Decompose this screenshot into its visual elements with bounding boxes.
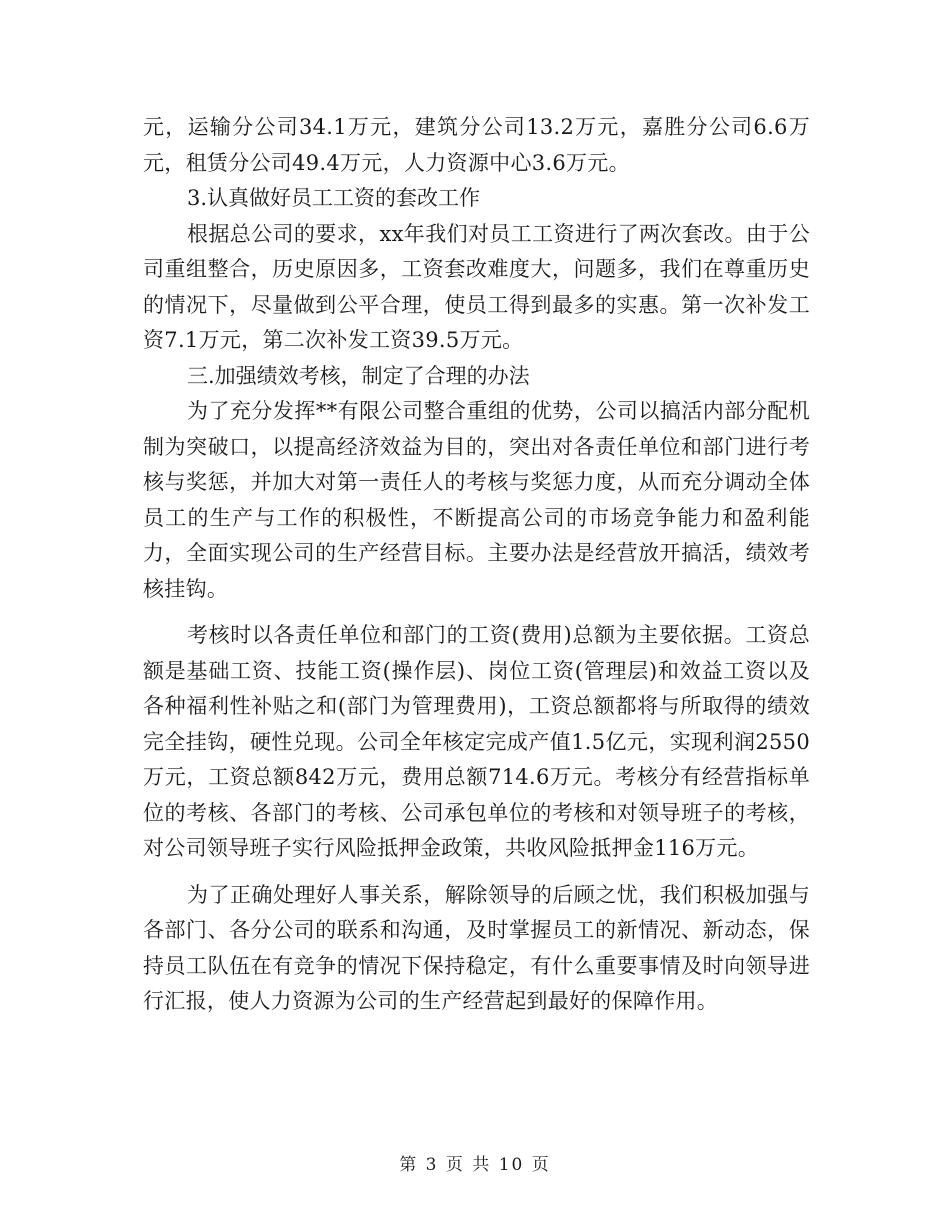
paragraph-continuation: 元，运输分公司34.1万元，建筑分公司13.2万元，嘉胜分公司6.6万元，租赁分公司49.4万元，人力资源中心3.6万元。 — [143, 115, 810, 175]
paragraph-assessment-basis: 考核时以各责任单位和部门的工资(费用)总额为主要依据。工资总额是基础工资、技能工资(操作层)、岗位工资(管理层)和效益工资以及各种福利性补贴之和(部门为管理费用)，工资总额都将与所取得的绩效完全挂钩，硬性兑现。公司全年核定完成产值1.5亿元，实现利润2550万元，工资总额842万元，费用总额714.6万元。考核分有经营指标单位的考核、各部门的考核、公司承包单位的考核和对领导班子的考核，对公司领导班子实行风险抵押金政策，共收风险抵押金116万元。 — [143, 623, 810, 860]
paragraph-personnel-relations: 为了正确处理好人事关系，解除领导的后顾之忧，我们积极加强与各部门、各分公司的联系和沟通，及时掌握员工的新情况、新动态，保持员工队伍在有竞争的情况下保持稳定，有什么重要事情及时向领导进行汇报，使人力资源为公司的生产经营起到最好的保障作用。 — [143, 882, 810, 1013]
document-body — [143, 110, 810, 1020]
section-heading-performance: 三.加强绩效考核，制定了合理的办法 — [187, 363, 530, 388]
page-number-footer: 第 3 页 共 10 页 — [399, 1155, 551, 1175]
section-heading-salary-reform: 3.认真做好员工工资的套改工作 — [187, 186, 481, 210]
paragraph-salary-reform: 根据总公司的要求，xx年我们对员工工资进行了两次套改。由于公司重组整合，历史原因多，工资套改难度大，问题多，我们在尊重历史的情况下，尽量做到公平合理，使员工得到最多的实惠。第一次补发工资7.1万元，第二次补发工资39.5万元。 — [143, 221, 810, 352]
paragraph-performance-goal: 为了充分发挥**有限公司整合重组的优势，公司以搞活内部分配机制为突破口，以提高经济效益为目的，突出对各责任单位和部门进行考核与奖惩，并加大对第一责任人的考核与奖惩力度，从而充分调动全体员工的生产与工作的积极性，不断提高公司的市场竞争能力和盈利能力，全面实现公司的生产经营目标。主要办法是经营放开搞活，绩效考核挂钩。 — [143, 399, 810, 601]
